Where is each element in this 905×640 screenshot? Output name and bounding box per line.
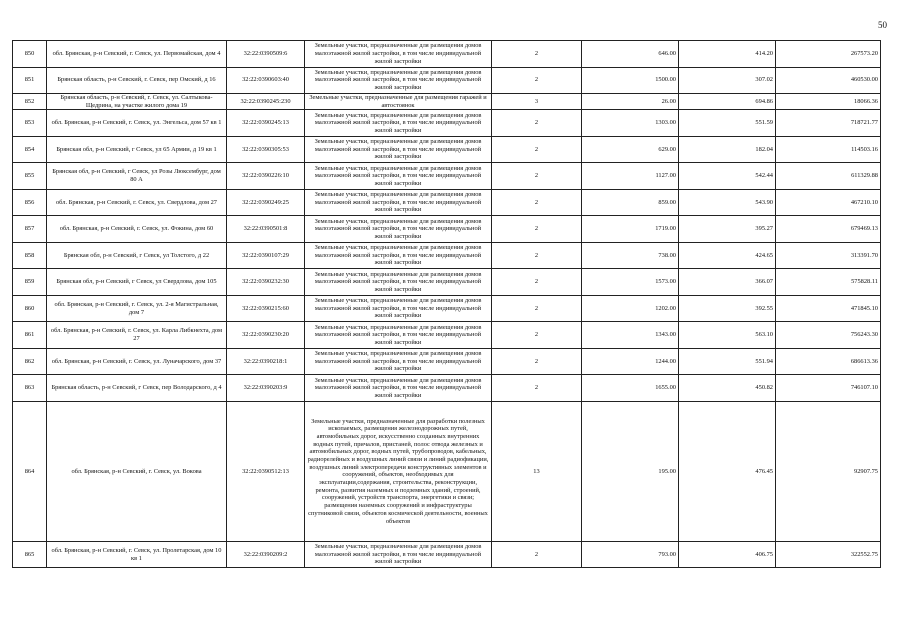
address-cell: Брянская обл, р-н Севский, г Севск, ул 65 Армии, д 19 кв 1 [47, 136, 227, 163]
category-cell: 2 [492, 136, 582, 163]
cadastral-value-cell: 471845.10 [776, 295, 881, 322]
table-row [13, 41, 881, 68]
cadastral-value-cell: 718721.77 [776, 110, 881, 137]
table-row [13, 110, 881, 137]
specific-value-cell: 414.20 [679, 41, 776, 68]
area-cell: 1202.00 [582, 295, 679, 322]
land-use-cell: Земельные участки, предназначенные для размещения домов малоэтажной жилой застройки, в том числе индивидуальной жилой застройки [305, 136, 492, 163]
category-cell: 13 [492, 401, 582, 541]
area-cell: 738.00 [582, 242, 679, 269]
table-row [13, 216, 881, 243]
row-number-cell: 865 [13, 541, 47, 568]
cadastral-value-cell: 611329.88 [776, 163, 881, 190]
land-use-cell: Земельные участки, предназначенные для размещения домов малоэтажной жилой застройки, в том числе индивидуальной жилой застройки [305, 242, 492, 269]
land-use-cell: Земельные участки, предназначенные для размещения домов малоэтажной жилой застройки, в том числе индивидуальной жилой застройки [305, 375, 492, 402]
area-cell: 793.00 [582, 541, 679, 568]
table-row [13, 348, 881, 375]
row-number-cell: 854 [13, 136, 47, 163]
address-cell: обл. Брянская, р-н Севский, г. Севск, ул. Свердлова, дом 27 [47, 189, 227, 216]
area-cell: 1244.00 [582, 348, 679, 375]
specific-value-cell: 551.94 [679, 348, 776, 375]
address-cell: Брянская область, р-н Севский, г Севск, пер Володарского, д 4 [47, 375, 227, 402]
specific-value-cell: 450.82 [679, 375, 776, 402]
cadastral-value-cell: 467210.10 [776, 189, 881, 216]
land-use-cell: Земельные участки, предназначенные для размещения домов малоэтажной жилой застройки, в том числе индивидуальной жилой застройки [305, 269, 492, 296]
row-number-cell: 857 [13, 216, 47, 243]
row-number-cell: 856 [13, 189, 47, 216]
category-cell: 2 [492, 163, 582, 190]
land-use-cell: Земельные участки, предназначенные для размещения домов малоэтажной жилой застройки, в том числе индивидуальной жилой застройки [305, 322, 492, 349]
category-cell: 2 [492, 541, 582, 568]
specific-value-cell: 395.27 [679, 216, 776, 243]
land-use-cell: Земельные участки, предназначенные для размещения гаражей и автостоянок [305, 94, 492, 110]
specific-value-cell: 694.86 [679, 94, 776, 110]
land-use-cell: Земельные участки, предназначенные для размещения домов малоэтажной жилой застройки, в том числе индивидуальной жилой застройки [305, 41, 492, 68]
specific-value-cell: 307.02 [679, 67, 776, 94]
specific-value-cell: 392.55 [679, 295, 776, 322]
address-cell: Брянская обл, р-н Севский, г Севск, ул Свердлова, дом 105 [47, 269, 227, 296]
address-cell: Брянская область, р-н Севский, г. Севск, ул. Салтыкова-Щедрина, на участке жилого дома 19 [47, 94, 227, 110]
table-row [13, 322, 881, 349]
row-number-cell: 850 [13, 41, 47, 68]
row-number-cell: 863 [13, 375, 47, 402]
category-cell: 2 [492, 348, 582, 375]
cadastral-number-cell: 32:22:0390245:230 [227, 94, 305, 110]
area-cell: 1127.00 [582, 163, 679, 190]
table-row [13, 295, 881, 322]
category-cell: 2 [492, 216, 582, 243]
address-cell: Брянская область, р-н Севский, г. Севск, пер Омский, д 16 [47, 67, 227, 94]
category-cell: 2 [492, 322, 582, 349]
category-cell: 3 [492, 94, 582, 110]
specific-value-cell: 406.75 [679, 541, 776, 568]
row-number-cell: 862 [13, 348, 47, 375]
area-cell: 26.00 [582, 94, 679, 110]
land-use-cell: Земельные участки, предназначенные для размещения домов малоэтажной жилой застройки, в том числе индивидуальной жилой застройки [305, 110, 492, 137]
cadastral-number-cell: 32:22:0390512:13 [227, 401, 305, 541]
cadastral-number-cell: 32:22:0390305:53 [227, 136, 305, 163]
area-cell: 1500.00 [582, 67, 679, 94]
cadastral-value-cell: 460530.00 [776, 67, 881, 94]
cadastral-number-cell: 32:22:0390245:13 [227, 110, 305, 137]
row-number-cell: 853 [13, 110, 47, 137]
row-number-cell: 859 [13, 269, 47, 296]
category-cell: 2 [492, 269, 582, 296]
row-number-cell: 855 [13, 163, 47, 190]
address-cell: обл. Брянская, р-н Севский, г. Севск, ул. 2-я Магистральная, дом 7 [47, 295, 227, 322]
address-cell: обл. Брянская, р-н Севский, г. Севск, ул. Энгельса, дом 57 кв 1 [47, 110, 227, 137]
cadastral-value-cell: 114503.16 [776, 136, 881, 163]
land-plot-registry-table [12, 40, 881, 568]
category-cell: 2 [492, 189, 582, 216]
area-cell: 646.00 [582, 41, 679, 68]
land-use-cell: Земельные участки, предназначенные для размещения домов малоэтажной жилой застройки, в том числе индивидуальной жилой застройки [305, 541, 492, 568]
area-cell: 629.00 [582, 136, 679, 163]
table-row [13, 375, 881, 402]
address-cell: Брянская обл, р-н Севский, г Севск, ул Розы Люксембург, дом 80 А [47, 163, 227, 190]
address-cell: обл. Брянская, р-н Севский, г. Севск, ул. Луначарского, дом 37 [47, 348, 227, 375]
cadastral-number-cell: 32:22:0390218:1 [227, 348, 305, 375]
table-row [13, 269, 881, 296]
area-cell: 1719.00 [582, 216, 679, 243]
category-cell: 2 [492, 375, 582, 402]
category-cell: 2 [492, 41, 582, 68]
address-cell: обл. Брянская, р-н Севский, г. Севск, ул. Первомайская, дом 4 [47, 41, 227, 68]
table-row [13, 67, 881, 94]
specific-value-cell: 551.59 [679, 110, 776, 137]
cadastral-number-cell: 32:22:0390509:6 [227, 41, 305, 68]
table-row [13, 136, 881, 163]
page-number: 50 [878, 20, 887, 30]
row-number-cell: 858 [13, 242, 47, 269]
cadastral-number-cell: 32:22:0390215:60 [227, 295, 305, 322]
category-cell: 2 [492, 295, 582, 322]
cadastral-number-cell: 32:22:0390203:9 [227, 375, 305, 402]
row-number-cell: 851 [13, 67, 47, 94]
area-cell: 1303.00 [582, 110, 679, 137]
cadastral-value-cell: 18066.36 [776, 94, 881, 110]
area-cell: 1573.00 [582, 269, 679, 296]
cadastral-value-cell: 756243.30 [776, 322, 881, 349]
specific-value-cell: 476.45 [679, 401, 776, 541]
cadastral-number-cell: 32:22:0390209:2 [227, 541, 305, 568]
cadastral-number-cell: 32:22:0390232:30 [227, 269, 305, 296]
row-number-cell: 860 [13, 295, 47, 322]
cadastral-value-cell: 313391.70 [776, 242, 881, 269]
address-cell: обл. Брянская, р-н Севский, г. Севск, ул. Вокова [47, 401, 227, 541]
cadastral-number-cell: 32:22:0390107:29 [227, 242, 305, 269]
row-number-cell: 852 [13, 94, 47, 110]
area-cell: 195.00 [582, 401, 679, 541]
address-cell: обл. Брянская, р-н Севский, г. Севск, ул. Фокина, дом 60 [47, 216, 227, 243]
cadastral-value-cell: 92907.75 [776, 401, 881, 541]
table-row [13, 94, 881, 110]
land-use-cell: Земельные участки, предназначенные для размещения домов малоэтажной жилой застройки, в том числе индивидуальной жилой застройки [305, 295, 492, 322]
category-cell: 2 [492, 242, 582, 269]
specific-value-cell: 366.07 [679, 269, 776, 296]
address-cell: Брянская обл, р-н Севский, г Севск, ул Толстого, д 22 [47, 242, 227, 269]
table-row [13, 189, 881, 216]
cadastral-number-cell: 32:22:0390230:20 [227, 322, 305, 349]
address-cell: обл. Брянская, р-н Севский, г. Севск, ул. Карла Либкнехта, дом 27 [47, 322, 227, 349]
land-use-cell: Земельные участки, предназначенные для размещения домов малоэтажной жилой застройки, в том числе индивидуальной жилой застройки [305, 67, 492, 94]
address-cell: обл. Брянская, р-н Севский, г. Севск, ул. Пролетарская, дом 10 кв 1 [47, 541, 227, 568]
land-use-cell: Земельные участки, предназначенные для размещения домов малоэтажной жилой застройки, в том числе индивидуальной жилой застройки [305, 348, 492, 375]
area-cell: 859.00 [582, 189, 679, 216]
table-row [13, 242, 881, 269]
cadastral-value-cell: 267573.20 [776, 41, 881, 68]
specific-value-cell: 182.04 [679, 136, 776, 163]
land-use-cell: Земельные участки, предназначенные для размещения домов малоэтажной жилой застройки, в том числе индивидуальной жилой застройки [305, 216, 492, 243]
land-use-cell: Земельные участки, предназначенные для разработки полезных ископаемых, размещения железнодорожных путей, автомобильных дорог, искусственно созданных внутренних водных путей, причалов, пристаней, полос отвода железных и автомобильных дорог, водных путей, трубопроводов, кабельных, радиорелейных и воздушных линий связи и линий радиофикации, воздушных линий электропередачи конструктивных элементов и сооружений, объектов, необходимых для эксплуатации,содержания, строительства, реконструкции, ремонта, развития наземных и подземных зданий, строений, сооружений, устройств транспорта, энергетики и связи; размещения наземных сооружений и инфраструктуры спутниковой связи, объектов космической деятельности, военных объектов [305, 401, 492, 541]
specific-value-cell: 543.90 [679, 189, 776, 216]
specific-value-cell: 563.10 [679, 322, 776, 349]
cadastral-number-cell: 32:22:0390603:40 [227, 67, 305, 94]
cadastral-value-cell: 679469.13 [776, 216, 881, 243]
category-cell: 2 [492, 67, 582, 94]
cadastral-value-cell: 746107.10 [776, 375, 881, 402]
row-number-cell: 861 [13, 322, 47, 349]
cadastral-number-cell: 32:22:0390249:25 [227, 189, 305, 216]
land-use-cell: Земельные участки, предназначенные для размещения домов малоэтажной жилой застройки, в том числе индивидуальной жилой застройки [305, 163, 492, 190]
table-row [13, 541, 881, 568]
area-cell: 1343.00 [582, 322, 679, 349]
specific-value-cell: 424.65 [679, 242, 776, 269]
specific-value-cell: 542.44 [679, 163, 776, 190]
cadastral-number-cell: 32:22:0390226:10 [227, 163, 305, 190]
category-cell: 2 [492, 110, 582, 137]
land-use-cell: Земельные участки, предназначенные для размещения домов малоэтажной жилой застройки, в том числе индивидуальной жилой застройки [305, 189, 492, 216]
cadastral-value-cell: 686613.36 [776, 348, 881, 375]
cadastral-number-cell: 32:22:0390501:8 [227, 216, 305, 243]
table-row [13, 163, 881, 190]
cadastral-value-cell: 575828.11 [776, 269, 881, 296]
area-cell: 1655.00 [582, 375, 679, 402]
table-row [13, 401, 881, 541]
cadastral-value-cell: 322552.75 [776, 541, 881, 568]
row-number-cell: 864 [13, 401, 47, 541]
